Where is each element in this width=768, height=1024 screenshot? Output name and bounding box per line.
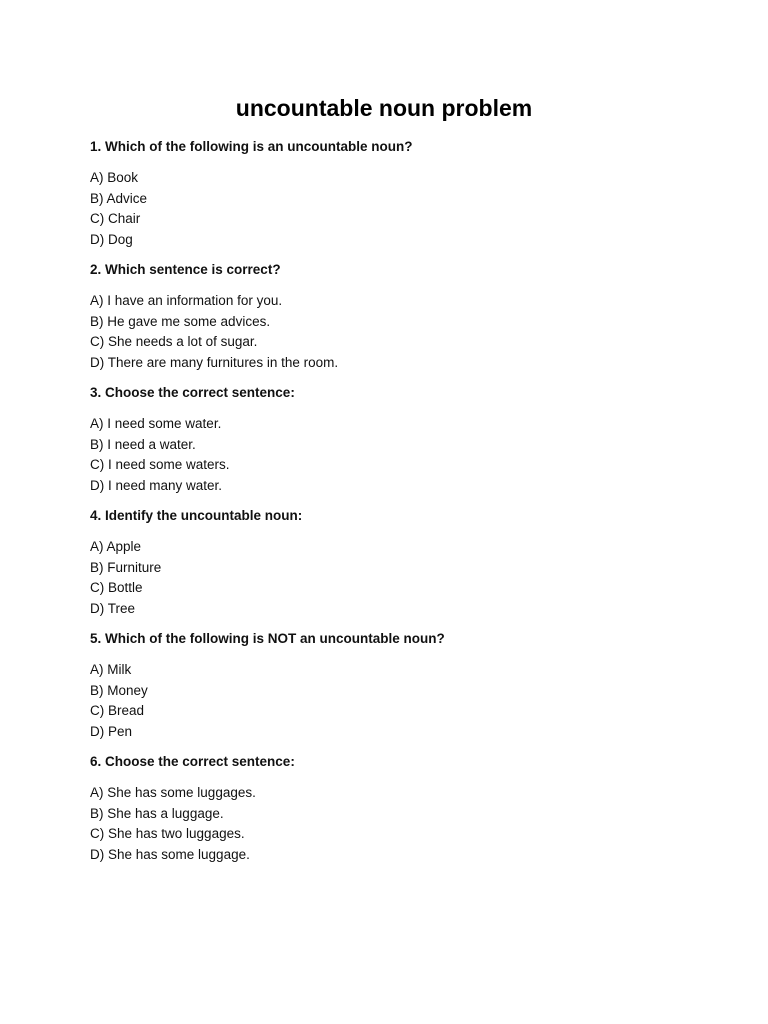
question-text: 2. Which sentence is correct? <box>90 262 281 277</box>
question-text: 5. Which of the following is NOT an uncountable noun? <box>90 631 445 646</box>
question-4 <box>90 506 710 619</box>
option-c: C) Chair <box>90 211 141 226</box>
option-a: A) I need some water. <box>90 416 222 431</box>
option-list <box>90 414 710 496</box>
option-d: D) Pen <box>90 723 133 739</box>
option-b: B) She has a luggage. <box>90 805 224 821</box>
question-3 <box>90 383 710 496</box>
option-a: A) She has some luggages. <box>90 785 256 800</box>
option-list <box>90 537 710 619</box>
option-d: D) Tree <box>90 600 136 616</box>
option-d: D) Dog <box>90 231 133 247</box>
option-list <box>90 783 710 865</box>
question-text: 4. Identify the uncountable noun: <box>90 508 303 523</box>
option-b: B) Money <box>90 682 148 698</box>
question-text: 1. Which of the following is an uncountable noun? <box>90 139 413 154</box>
question-2 <box>90 260 710 373</box>
option-d: D) There are many furnitures in the room. <box>90 354 339 370</box>
option-a: A) Apple <box>90 539 142 554</box>
question-1 <box>90 137 710 250</box>
option-c: C) Bread <box>90 703 145 718</box>
option-list <box>90 291 710 373</box>
option-c: C) She needs a lot of sugar. <box>90 334 258 349</box>
option-a: A) I have an information for you. <box>90 293 283 308</box>
option-b: B) I need a water. <box>90 436 196 452</box>
option-c: C) She has two luggages. <box>90 826 245 841</box>
option-c: C) I need some waters. <box>90 457 230 472</box>
option-d: D) I need many water. <box>90 477 223 493</box>
option-a: A) Milk <box>90 662 132 677</box>
page-title: uncountable noun problem <box>235 95 533 121</box>
question-text: 6. Choose the correct sentence: <box>90 754 295 769</box>
option-a: A) Book <box>90 170 139 185</box>
option-list <box>90 168 710 250</box>
question-text: 3. Choose the correct sentence: <box>90 385 295 400</box>
option-list <box>90 660 710 742</box>
question-5 <box>90 629 710 742</box>
option-c: C) Bottle <box>90 580 143 595</box>
option-b: B) Advice <box>90 190 148 206</box>
option-b: B) He gave me some advices. <box>90 313 271 329</box>
option-b: B) Furniture <box>90 559 162 575</box>
question-6 <box>90 752 710 865</box>
option-d: D) She has some luggage. <box>90 846 250 862</box>
question-list <box>90 137 710 865</box>
